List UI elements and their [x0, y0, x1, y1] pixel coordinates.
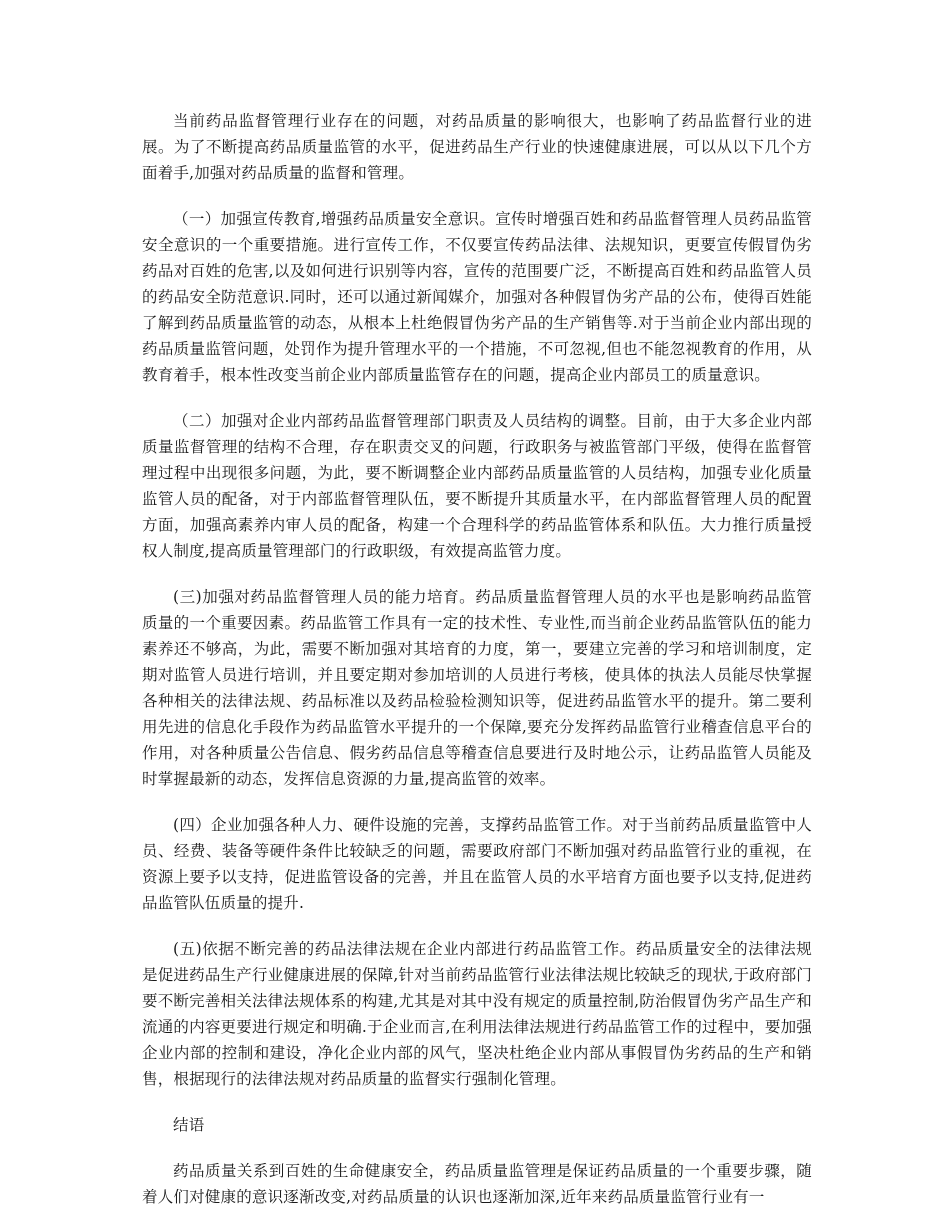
section-three-paragraph: (三)加强对药品监督管理人员的能力培育。药品质量监督管理人员的水平也是影响药品监管质量的一个重要因素。药品监管工作具有一定的技术性、专业性,而当前企业药品监管队伍的能力素养还不够高，为此，需要不断加强对其培育的力度，第一，要建立完善的学习和培训制度，定期对监管人员进行培训，并且要定期对参加培训的人员进行考核，使具体的执法人员能尽快掌握各种相关的法律法规、药品标准以及药品检验检测知识等，促进药品监管水平的提升。第二要利用先进的信息化手段作为药品监管水平提升的一个保障,要充分发挥药品监管行业稽查信息平台的作用，对各种质量公告信息、假劣药品信息等稽查信息要进行及时地公示，让药品监管人员能及时掌握最新的动态，发挥信息资源的力量,提高监管的效率。 [142, 588, 812, 788]
conclusion-paragraph: 药品质量关系到百姓的生命健康安全，药品质量监管理是保证药品质量的一个重要步骤，随着人们对健康的意识逐渐改变,对药品质量的认识也逐渐加深,近年来药品质量监管行业有一 [142, 1162, 812, 1206]
conclusion-heading: 结语 [173, 1116, 205, 1134]
section-two-paragraph: （二）加强对企业内部药品监督管理部门职责及人员结构的调整。目前，由于大多企业内部质量监督管理的结构不合理，存在职责交叉的问题，行政职务与被监管部门平级，使得在监督管理过程中出现很多问题，为此，要不断调整企业内部药品质量监管的人员结构，加强专业化质量监管人员的配备，对于内部监督管理队伍，要不断提升其质量水平，在内部监督管理人员的配置方面，加强高素养内审人员的配备，构建一个合理科学的药品监管体系和队伍。大力推行质量授权人制度,提高质量管理部门的行政职级，有效提高监管力度。 [142, 412, 812, 560]
section-five-paragraph: (五)依据不断完善的药品法律法规在企业内部进行药品监管工作。药品质量安全的法律法规是促进药品生产行业健康进展的保障,针对当前药品监管行业法律法规比较缺乏的现状,于政府部门要不断完善相关法律法规体系的构建,尤其是对其中没有规定的质量控制,防治假冒伪劣产品生产和流通的内容更要进行规定和明确.于企业而言,在利用法律法规进行药品监管工作的过程中，要加强企业内部的控制和建设，净化企业内部的风气，坚决杜绝企业内部从事假冒伪劣药品的生产和销售，根据现行的法律法规对药品质量的监督实行强制化管理。 [142, 940, 812, 1088]
section-four-paragraph: (四）企业加强各种人力、硬件设施的完善，支撑药品监管工作。对于当前药品质量监管中人员、经费、装备等硬件条件比较缺乏的问题，需要政府部门不断加强对药品监管行业的重视，在资源上要予以支持，促进监管设备的完善，并且在监管人员的水平培育方面也要予以支持,促进药品监管队伍质量的提升. [142, 816, 812, 912]
section-one-paragraph: （一）加强宣传教育,增强药品质量安全意识。宣传时增强百姓和药品监督管理人员药品监管安全意识的一个重要措施。进行宣传工作，不仅要宣传药品法律、法规知识，更要宣传假冒伪劣药品对百姓的危害,以及如何进行识别等内容，宣传的范围要广泛，不断提高百姓和药品监管人员的药品安全防范意识.同时，还可以通过新闻媒介，加强对各种假冒伪劣产品的公布，使得百姓能了解到药品质量监管的动态，从根本上杜绝假冒伪劣产品的生产销售等.对于当前企业内部出现的药品质量监管问题，处罚作为提升管理水平的一个措施，不可忽视,但也不能忽视教育的作用，从教育着手，根本性改变当前企业内部质量监管存在的问题，提高企业内部员工的质量意识。 [142, 210, 812, 384]
intro-paragraph: 当前药品监督管理行业存在的问题，对药品质量的影响很大，也影响了药品监督行业的进展。为了不断提高药品质量监管的水平，促进药品生产行业的快速健康进展，可以从以下几个方面着手,加强对药品质量的监督和管理。 [142, 112, 812, 182]
document-page [142, 108, 812, 1230]
